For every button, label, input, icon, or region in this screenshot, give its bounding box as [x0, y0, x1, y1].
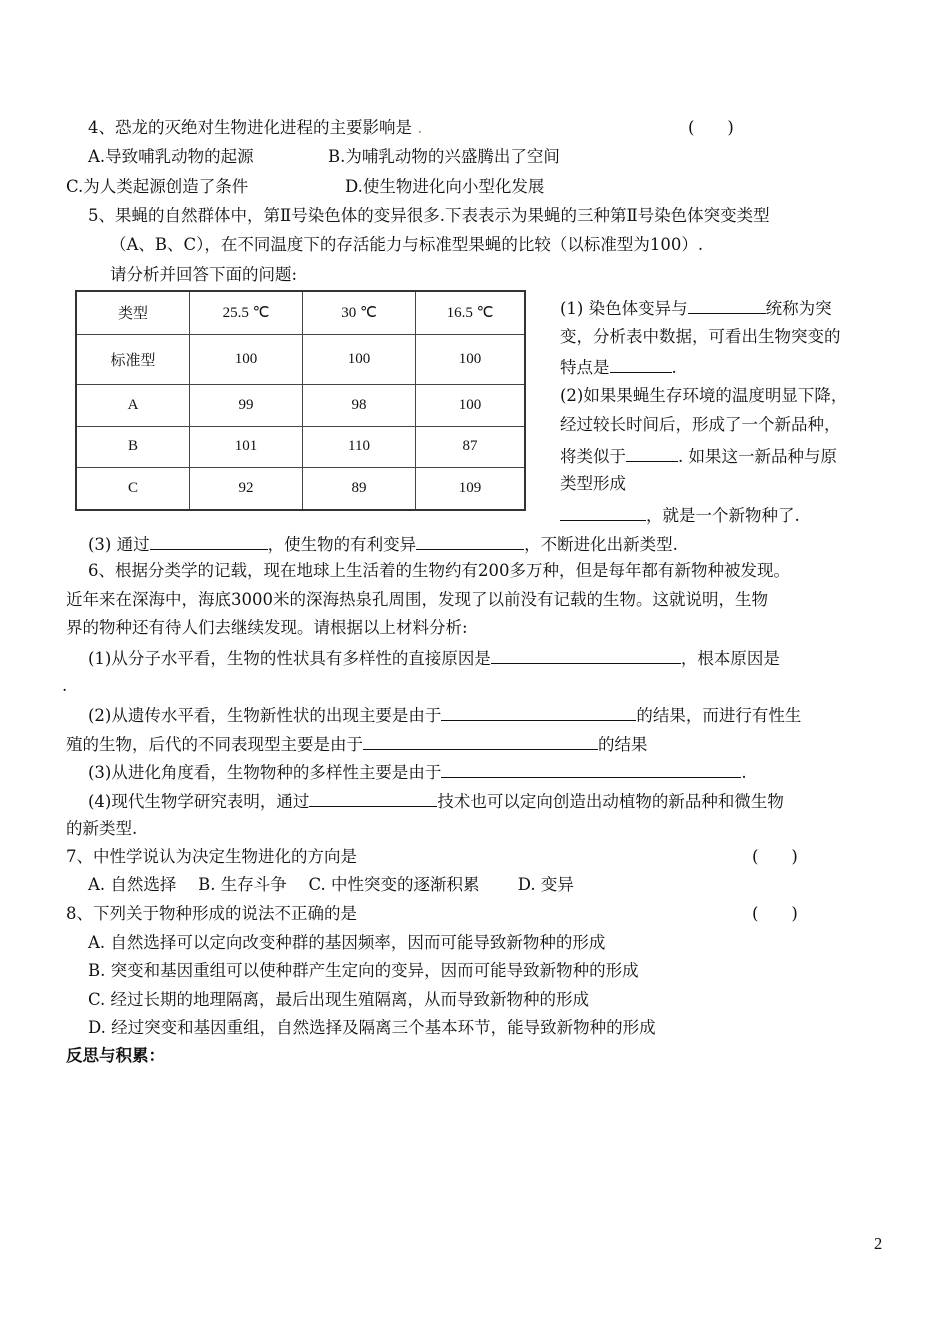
table-cell: 92 — [190, 467, 303, 510]
answer-blank[interactable] — [150, 532, 268, 550]
table-cell: 100 — [416, 334, 526, 385]
q6-part4-line1: (4)现代生物学研究表明，通过 技术也可以定向创造出动植物的新品种和微生物 — [88, 789, 784, 813]
q5-part1-line1: (1) 染色体变异与 统称为突 — [560, 296, 832, 320]
table-header-30c: 30 ℃ — [303, 291, 416, 334]
q5-part1-line3: 特点是 . — [560, 355, 677, 379]
q5-stem-line2: （A、B、C），在不同温度下的存活能力与标准型果蝇的比较（以标准型为100）. — [110, 235, 704, 254]
q6-part1: (1)从分子水平看，生物的性状具有多样性的直接原因是 ，根本原因是 — [88, 646, 780, 670]
q6-part2-line2: 殖的生物，后代的不同表现型主要是由于 的结果 — [66, 732, 648, 756]
reflection-heading: 反思与积累： — [66, 1047, 165, 1065]
answer-blank[interactable] — [441, 703, 636, 721]
table-cell: 100 — [190, 334, 303, 385]
answer-blank[interactable] — [560, 503, 646, 521]
table-cell: 99 — [190, 385, 303, 426]
q5-stem-line3: 请分析并回答下面的问题: — [110, 265, 298, 284]
table-row — [76, 426, 525, 467]
q6-part3: (3)从进化角度看，生物物种的多样性主要是由于 . — [88, 760, 747, 784]
table-cell: 标准型 — [76, 334, 190, 385]
q8-answer-paren: ( ) — [752, 904, 798, 923]
q4-option-c: C.为人类起源创造了条件 — [66, 177, 249, 196]
q5-part2-line5: ，就是一个新物种了. — [560, 503, 800, 527]
answer-blank[interactable] — [688, 296, 766, 314]
q7-stem: 7、中性学说认为决定生物进化的方向是 — [66, 847, 357, 866]
table-cell: B — [76, 426, 190, 467]
answer-blank[interactable] — [441, 760, 741, 778]
table-cell: 87 — [416, 426, 526, 467]
q5-part3: (3) 通过 ，使生物的有利变异 ，不断进化出新类型. — [88, 532, 678, 556]
q6-part2-line1: (2)从遗传水平看，生物新性状的出现主要是由于 的结果，而进行有性生 — [88, 703, 801, 727]
table-row — [76, 385, 525, 426]
table-cell: 101 — [190, 426, 303, 467]
table-cell: 100 — [416, 385, 526, 426]
table-cell: 110 — [303, 426, 416, 467]
table-cell: C — [76, 467, 190, 510]
q7-answer-paren: ( ) — [752, 847, 798, 866]
q6-stem-line2: 近年来在深海中，海底3000米的深海热泉孔周围，发现了以前没有记载的生物。这就说明，生物 — [66, 590, 768, 609]
q8-stem: 8、下列关于物种形成的说法不正确的是 — [66, 904, 357, 923]
table-cell: 89 — [303, 467, 416, 510]
table-cell: A — [76, 385, 190, 426]
q4-option-b: B.为哺乳动物的兴盛腾出了空间 — [328, 147, 560, 166]
q4-option-d: D.使生物进化向小型化发展 — [345, 177, 545, 196]
q8-option-d: D. 经过突变和基因重组，自然选择及隔离三个基本环节，能导致新物种的形成 — [88, 1018, 656, 1037]
table-header-25c: 25.5 ℃ — [190, 291, 303, 334]
answer-blank[interactable] — [363, 732, 598, 750]
q4-stem: 4、恐龙的灭绝对生物进化进程的主要影响是 . — [88, 118, 423, 137]
table-cell: 109 — [416, 467, 526, 510]
answer-blank[interactable] — [626, 444, 678, 462]
table-cell: 98 — [303, 385, 416, 426]
answer-blank[interactable] — [416, 532, 524, 550]
q4-answer-paren: ( ) — [688, 118, 734, 137]
table-cell: 100 — [303, 334, 416, 385]
q5-part2-line2: 经过较长时间后，形成了一个新品种， — [560, 415, 841, 434]
q6-part1-end: . — [62, 676, 68, 695]
q7-options: A. 自然选择 B. 生存斗争 C. 中性突变的逐渐积累 D. 变异 — [88, 875, 574, 894]
q8-option-a: A. 自然选择可以定向改变种群的基因频率，因而可能导致新物种的形成 — [88, 933, 606, 952]
answer-blank[interactable] — [491, 646, 681, 664]
q8-option-c: C. 经过长期的地理隔离，最后出现生殖隔离，从而导致新物种的形成 — [88, 990, 590, 1009]
table-header-16c: 16.5 ℃ — [416, 291, 526, 334]
q5-part2-line3: 将类似于 . 如果这一新品种与原 — [560, 444, 837, 468]
q5-part2-line4: 类型形成 — [560, 474, 626, 493]
q8-option-b: B. 突变和基因重组可以使种群产生定向的变异，因而可能导致新物种的形成 — [88, 961, 639, 980]
q4-option-a: A.导致哺乳动物的起源 — [88, 147, 254, 166]
q6-part4-line2: 的新类型. — [66, 819, 138, 838]
table-header-type: 类型 — [76, 291, 190, 334]
table-row — [76, 334, 525, 385]
q5-part2-line1: (2)如果果蝇生存环境的温度明显下降， — [560, 386, 848, 405]
answer-blank[interactable] — [610, 355, 672, 373]
table-row — [76, 467, 525, 510]
q6-stem-line1: 6、根据分类学的记载，现在地球上生活着的生物约有200多万种，但是每年都有新物种被发现。 — [88, 561, 790, 580]
survival-table — [75, 290, 526, 511]
q5-part1-line2: 变，分析表中数据，可看出生物突变的 — [560, 327, 841, 346]
answer-blank[interactable] — [309, 789, 437, 807]
page-number: 2 — [874, 1234, 883, 1253]
q5-stem-line1: 5、果蝇的自然群体中，第Ⅱ号染色体的变异很多.下表表示为果蝇的三种第Ⅱ号染色体突变类型 — [88, 206, 770, 225]
q6-stem-line3: 界的物种还有待人们去继续发现。请根据以上材料分析: — [66, 618, 468, 637]
